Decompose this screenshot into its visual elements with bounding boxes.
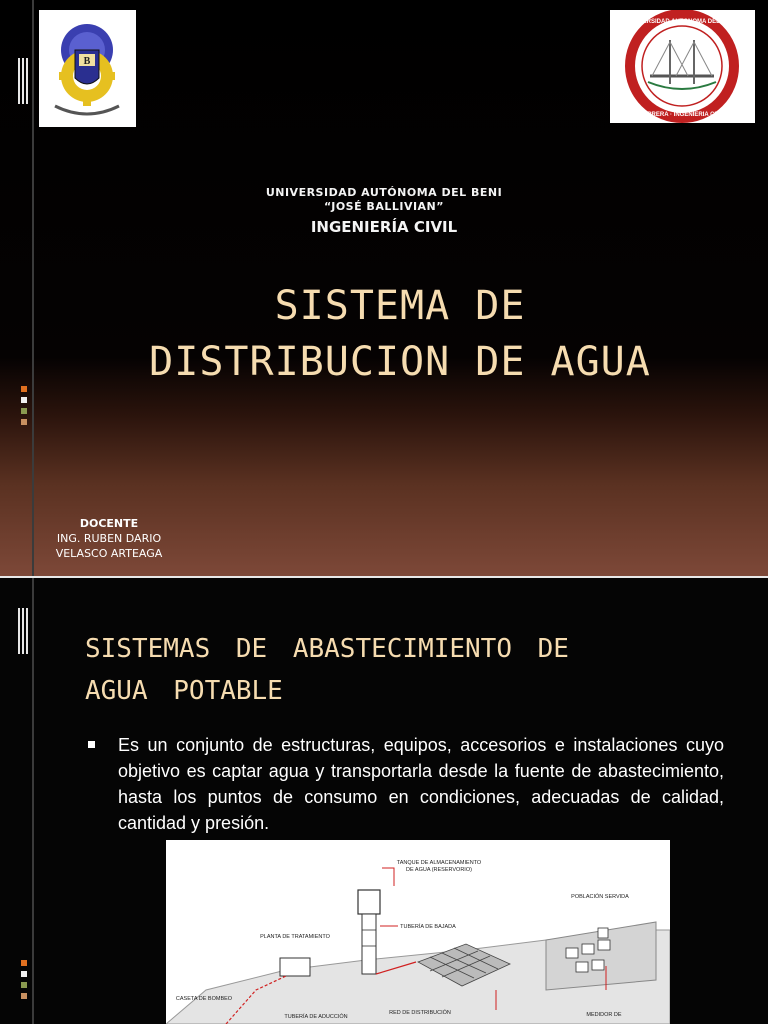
white-square-decoration	[21, 971, 27, 977]
white-square-decoration	[21, 397, 27, 403]
bullet-item	[88, 732, 724, 836]
section-title-line-1: SISTEMAS DE ABASTECIMIENTO DE	[85, 634, 569, 664]
label-tank: TANQUE DE ALMACENAMIENTO DE AGUA (RESERVORIO)	[396, 860, 482, 873]
seal-text-top: UNIVERSIDAD AUTONOMA DEL BENI	[628, 19, 736, 25]
university-line: UNIVERSIDAD AUTÓNOMA DEL BENI	[265, 186, 503, 199]
label-population: POBLACIÓN SERVIDA	[571, 894, 629, 900]
section-title-line-2: AGUA POTABLE	[85, 676, 283, 706]
docente-block	[44, 516, 174, 561]
label-network: RED DE DISTRIBUCIÓN	[389, 1010, 451, 1016]
bullet-text: Es un conjunto de estructuras, equipos, accesorios e instalaciones cuyo objetivo es captar agua y transportarla desde la fuente de abastecimiento, hasta los puntos de consumo en condiciones, adecuadas de calidad, cantidad y presión.	[118, 735, 724, 833]
title-line-2: DISTRIBUCION DE AGUA	[149, 339, 651, 385]
crest-letter: B	[83, 56, 91, 67]
stripes-decoration	[18, 58, 30, 104]
laurel-icon	[55, 106, 119, 114]
label-adduction: TUBERÍA DE ADUCCIÓN	[284, 1014, 348, 1020]
olive-square-decoration	[21, 982, 27, 988]
stripes-decoration	[18, 608, 30, 654]
docente-name-1: ING. RUBEN DARIO	[56, 532, 162, 545]
olive-square-decoration	[21, 408, 27, 414]
water-system-diagram	[166, 840, 670, 1024]
university-crest-logo	[39, 10, 136, 127]
seal-text-bottom: CARRERA · INGENIERIA CIVIL	[638, 112, 726, 118]
career-name: INGENIERÍA CIVIL	[310, 218, 458, 236]
orange-square-decoration	[21, 960, 27, 966]
section-title	[85, 628, 725, 712]
content-slide	[0, 578, 768, 1024]
treatment-plant-icon	[280, 958, 310, 976]
label-treatment: PLANTA DE TRATAMIENTO	[260, 934, 330, 940]
orange-square-decoration	[21, 386, 27, 392]
label-meter: MEDIDOR DE	[586, 1012, 622, 1018]
label-downpipe: TUBERÍA DE BAJADA	[400, 924, 456, 930]
label-pump: CASETA DE BOMBEO	[175, 996, 233, 1002]
civil-engineering-seal-logo	[610, 10, 755, 123]
vertical-rule	[32, 0, 34, 576]
university-name: “JOSÉ BALLIVIAN”	[323, 200, 444, 213]
tan-square-decoration	[21, 419, 27, 425]
shield-icon	[75, 50, 99, 84]
tan-square-decoration	[21, 993, 27, 999]
docente-label: DOCENTE	[79, 517, 139, 530]
vertical-rule	[32, 578, 34, 1024]
tank-arrow	[382, 868, 394, 886]
title-line-1: SISTEMA DE	[274, 283, 526, 329]
bullet-square-icon	[88, 741, 95, 748]
slide-title	[60, 278, 740, 390]
docente-name-2: VELASCO ARTEAGA	[55, 547, 163, 560]
